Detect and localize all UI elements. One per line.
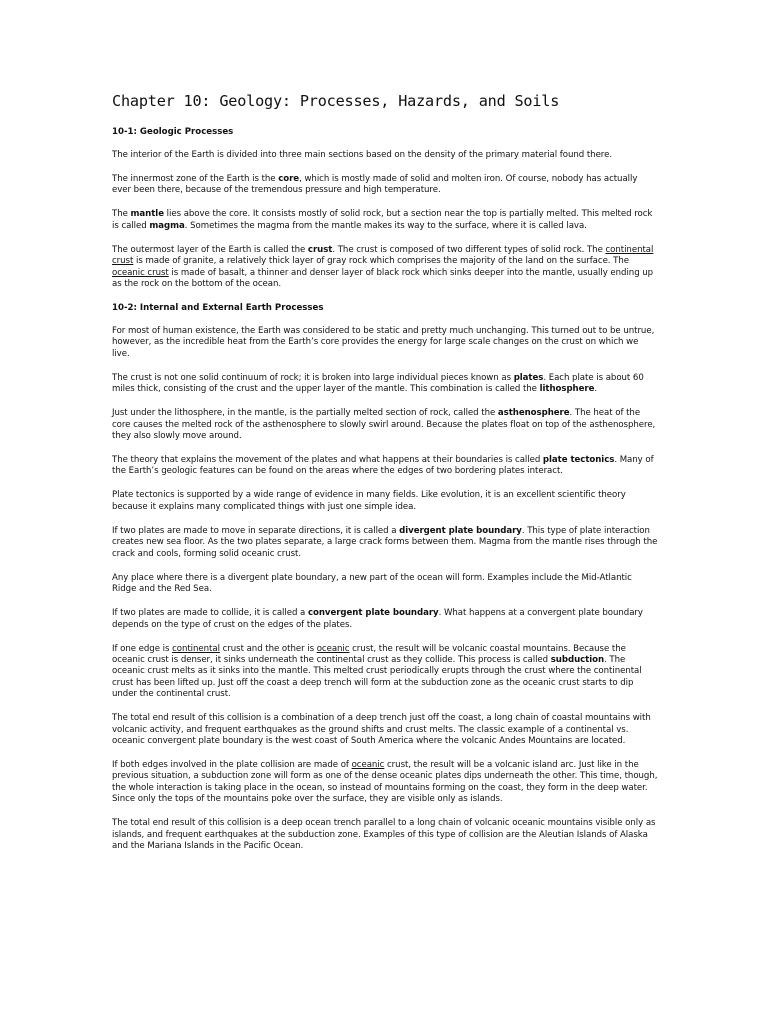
bold-term: divergent plate boundary bbox=[399, 525, 522, 536]
text-run: The interior of the Earth is divided into three main sections based on the density of the primary material found there. bbox=[112, 150, 613, 160]
text-run: The crust is not one solid continuum of rock; it is broken into large individual pieces known as bbox=[112, 372, 514, 383]
text-run: Any place where there is a divergent plate boundary, a new part of the ocean will form. Examples include the Mid-Atlantic Ridge and the Red Sea. bbox=[112, 572, 632, 595]
text-run: The total end result of this collision is a combination of a deep trench just off the coast, a long chain of coastal mountains with volcanic activity, and frequent earthquakes as the ground shifts and crust melts. The classic example of a continental vs. oceanic convergent plate boundary is the west coast of South America where the volcanic Andes Mountains are located. bbox=[112, 713, 651, 746]
bold-term: convergent plate boundary bbox=[307, 608, 439, 619]
text-run: If both edges involved in the plate collision are made of bbox=[112, 759, 352, 770]
text-run: . This type of plate interaction creates new sea floor. As the two plates separate, a large crack forms between them. Magma from the mantle rises through the crack and cools, forming solid oceanic crust. bbox=[112, 525, 658, 559]
text-run: The theory that explains the movement of the plates and what happens at their boundaries is called bbox=[112, 455, 543, 466]
underlined-term: continental crust bbox=[112, 244, 654, 267]
underlined-term: oceanic crust bbox=[112, 267, 169, 278]
bold-term: asthenosphere bbox=[497, 408, 570, 419]
text-run: If two plates are made to collide, it is called a bbox=[112, 608, 308, 619]
text-run: If two plates are made to move in separate directions, it is called a bbox=[112, 525, 400, 536]
paragraph bbox=[112, 150, 658, 161]
paragraph bbox=[112, 408, 658, 442]
paragraph bbox=[112, 713, 658, 747]
text-run: The total end result of this collision is a deep ocean trench parallel to a long chain of volcanic oceanic mountains visible only as islands, and frequent earthquakes at the subduction zone. Examples of this type of collision are the Aleutian Islands of Alaska and the Mariana Islands in the Pacific Ocean. bbox=[112, 818, 656, 851]
text-run: Just under the lithosphere, in the mantle, is the partially melted section of rock, called the bbox=[112, 408, 498, 419]
paragraph bbox=[112, 174, 658, 197]
text-run: For most of human existence, the Earth was considered to be static and pretty much unchanging. This turned out to be untrue, however, as the incredible heat from the Earth’s core provides the energy for large scale changes on the crust on which we live. bbox=[112, 326, 655, 359]
text-run: . Each plate is about 60 miles thick, consisting of the crust and the upper layer of the mantle. This combination is called the bbox=[112, 372, 644, 395]
text-run: . The oceanic crust melts as it sinks into the mantle. This melted crust periodically erupts through the crust where the continental crust has been lifted up. Just off the coast a deep trench will form at the subduction zone as the oceanic crust starts to dip under the continental crust. bbox=[112, 654, 642, 700]
document-page bbox=[112, 92, 658, 865]
paragraph bbox=[112, 818, 658, 852]
text-run: crust, the result will be volcanic coastal mountains. Because the oceanic crust is denser, it sinks underneath the continental crust as they collide. This process is called bbox=[112, 643, 626, 665]
text-run: . The crust is composed of two different types of solid rock. The bbox=[332, 244, 606, 255]
paragraph bbox=[112, 573, 658, 596]
document-body bbox=[112, 127, 658, 852]
text-run: crust and the other is bbox=[219, 643, 317, 654]
text-run: Plate tectonics is supported by a wide range of evidence in many fields. Like evolution, it is an excellent scientific theory because it explains many complicated things with just one simple idea. bbox=[112, 490, 626, 512]
text-run: is made of granite, a relatively thick layer of gray rock which comprises the majority of the land on the surface. The bbox=[133, 256, 630, 267]
text-run: The innermost zone of the Earth is the bbox=[112, 174, 279, 184]
underlined-term: oceanic bbox=[351, 759, 385, 770]
paragraph bbox=[112, 209, 658, 232]
chapter-title: Chapter 10: Geology: Processes, Hazards, and Soils bbox=[112, 92, 560, 110]
paragraph bbox=[112, 326, 658, 360]
paragraph bbox=[112, 760, 658, 806]
bold-term: core bbox=[278, 174, 300, 184]
text-run: The bbox=[112, 209, 131, 220]
paragraph bbox=[112, 526, 658, 560]
text-run: If one edge is bbox=[112, 643, 173, 654]
text-run: The outermost layer of the Earth is called the bbox=[112, 244, 308, 255]
text-run: . bbox=[594, 384, 598, 395]
text-run: lies above the core. It consists mostly of solid rock, but a section near the top is partially melted. This melted rock is called bbox=[112, 209, 653, 231]
bold-term: plate tectonics bbox=[542, 455, 615, 466]
paragraph bbox=[112, 644, 658, 701]
paragraph bbox=[112, 455, 658, 478]
bold-term: lithosphere bbox=[539, 384, 595, 395]
section-heading: 10-2: Internal and External Earth Processes bbox=[112, 303, 324, 314]
text-run: . Many of the Earth’s geologic features can be found on the areas where the edges of two bordering plates interact. bbox=[112, 455, 654, 477]
paragraph bbox=[112, 245, 658, 291]
text-run: crust, the result will be a volcanic island arc. Just like in the previous situation, a subduction zone will form as one of the dense oceanic plates dips underneath the other. This time, though, the whole interaction is taking place in the ocean, so instead of mountains forming on the coast, they form in the deep water. Since only the tops of the mountains poke over the surface, they are visible only as islands. bbox=[112, 759, 658, 805]
underlined-term: oceanic bbox=[316, 643, 350, 654]
section-heading: 10-1: Geologic Processes bbox=[112, 127, 234, 137]
bold-term: crust bbox=[307, 244, 333, 255]
text-run: . Sometimes the magma from the mantle makes its way to the surface, where it is called lava. bbox=[184, 220, 587, 231]
bold-term: subduction bbox=[550, 654, 605, 665]
text-run: . The heat of the core causes the melted rock of the asthenosphere to slowly swirl around. Because the plates float on top of the asthenosphere, they also slowly move around. bbox=[112, 408, 656, 442]
bold-term: magma bbox=[149, 220, 185, 231]
bold-term: mantle bbox=[130, 209, 164, 220]
text-run: , which is mostly made of solid and molten iron. Of course, nobody has actually ever been there, because of the tremendous pressure and high temperature. bbox=[112, 174, 638, 196]
paragraph bbox=[112, 490, 658, 513]
text-run: . What happens at a convergent plate boundary depends on the type of crust on the edges of the plates. bbox=[112, 608, 643, 630]
paragraph bbox=[112, 608, 658, 631]
underlined-term: continental bbox=[172, 643, 220, 654]
bold-term: plates bbox=[513, 372, 544, 383]
paragraph bbox=[112, 373, 658, 396]
text-run: is made of basalt, a thinner and denser layer of black rock which sinks deeper into the mantle, usually ending up as the rock on the bottom of the ocean. bbox=[112, 267, 654, 290]
